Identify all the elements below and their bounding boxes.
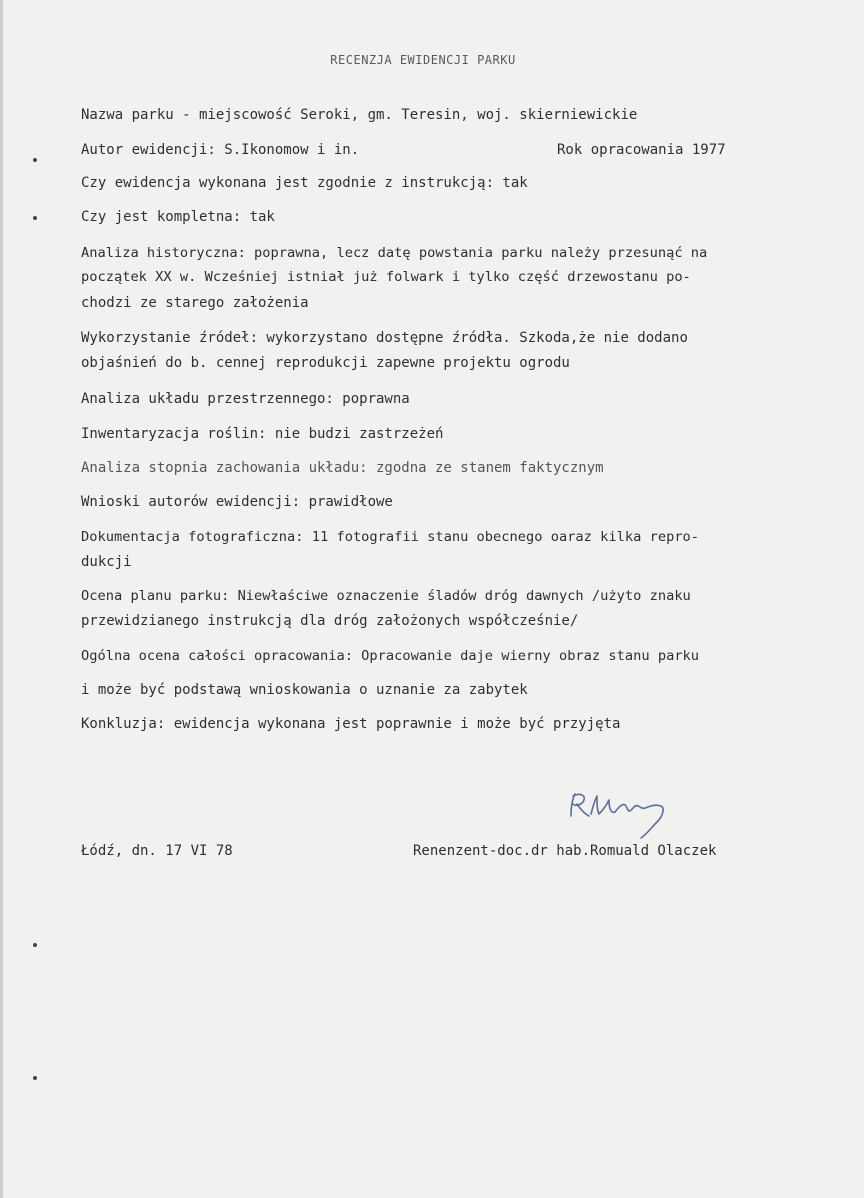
sources-line-1: Wykorzystanie źródeł: wykorzystano dostępne źródła. Szkoda,że nie dodano xyxy=(81,330,688,346)
reviewer-signature xyxy=(563,786,693,842)
plan-assessment-line-1: Ocena planu parku: Niewłaściwe oznaczenie śladów dróg dawnych /użyto znaku xyxy=(81,588,691,604)
margin-dot xyxy=(33,216,37,220)
plan-assessment-line-2: przewidzianego instrukcją dla dróg założonych współcześnie/ xyxy=(81,613,579,629)
preservation-line: Analiza stopnia zachowania układu: zgodna ze stanem faktycznym xyxy=(81,460,604,476)
instruction-line: Czy ewidencja wykonana jest zgodnie z instrukcją: tak xyxy=(81,175,528,191)
reviewer-name: Renenzent-doc.dr hab.Romuald Olaczek xyxy=(413,843,717,859)
photo-doc-line-1: Dokumentacja fotograficzna: 11 fotografii stanu obecnego oaraz kilka repro- xyxy=(81,529,700,545)
plant-inventory-line: Inwentaryzacja roślin: nie budzi zastrzeżeń xyxy=(81,426,444,442)
overall-assessment-line-1: Ogólna ocena całości opracowania: Opracowanie daje wierny obraz stanu parku xyxy=(81,648,700,664)
year-text: Rok opracowania 1977 xyxy=(557,142,726,158)
sources-line-2: objaśnień do b. cennej reprodukcji zapewne projektu ogrodu xyxy=(81,355,570,371)
margin-dot xyxy=(33,158,37,162)
history-line-3: chodzi ze starego założenia xyxy=(81,295,309,311)
margin-dot xyxy=(33,1076,37,1080)
spatial-analysis-line: Analiza układu przestrzennego: poprawna xyxy=(81,391,410,407)
author-text: Autor ewidencji: S.Ikonomow i in. xyxy=(81,142,360,158)
photo-doc-line-2: dukcji xyxy=(81,554,132,570)
history-line-2: początek XX w. Wcześniej istniał już folwark i tylko część drzewostanu po- xyxy=(81,269,691,285)
conclusion-line: Konkluzja: ewidencja wykonana jest poprawnie i może być przyjęta xyxy=(81,716,621,732)
conclusions-line: Wnioski autorów ewidencji: prawidłowe xyxy=(81,494,393,510)
completeness-line: Czy jest kompletna: tak xyxy=(81,209,275,225)
park-name-line: Nazwa parku - miejscowość Seroki, gm. Teresin, woj. skierniewickie xyxy=(81,107,638,123)
place-date: Łódź, dn. 17 VI 78 xyxy=(81,843,233,859)
overall-assessment-line-2: i może być podstawą wnioskowania o uznanie za zabytek xyxy=(81,682,528,698)
history-line-1: Analiza historyczna: poprawna, lecz datę powstania parku należy przesunąć na xyxy=(81,245,708,261)
margin-dot xyxy=(33,943,37,947)
page-title: RECENZJA EWIDENCJI PARKU xyxy=(330,53,516,67)
